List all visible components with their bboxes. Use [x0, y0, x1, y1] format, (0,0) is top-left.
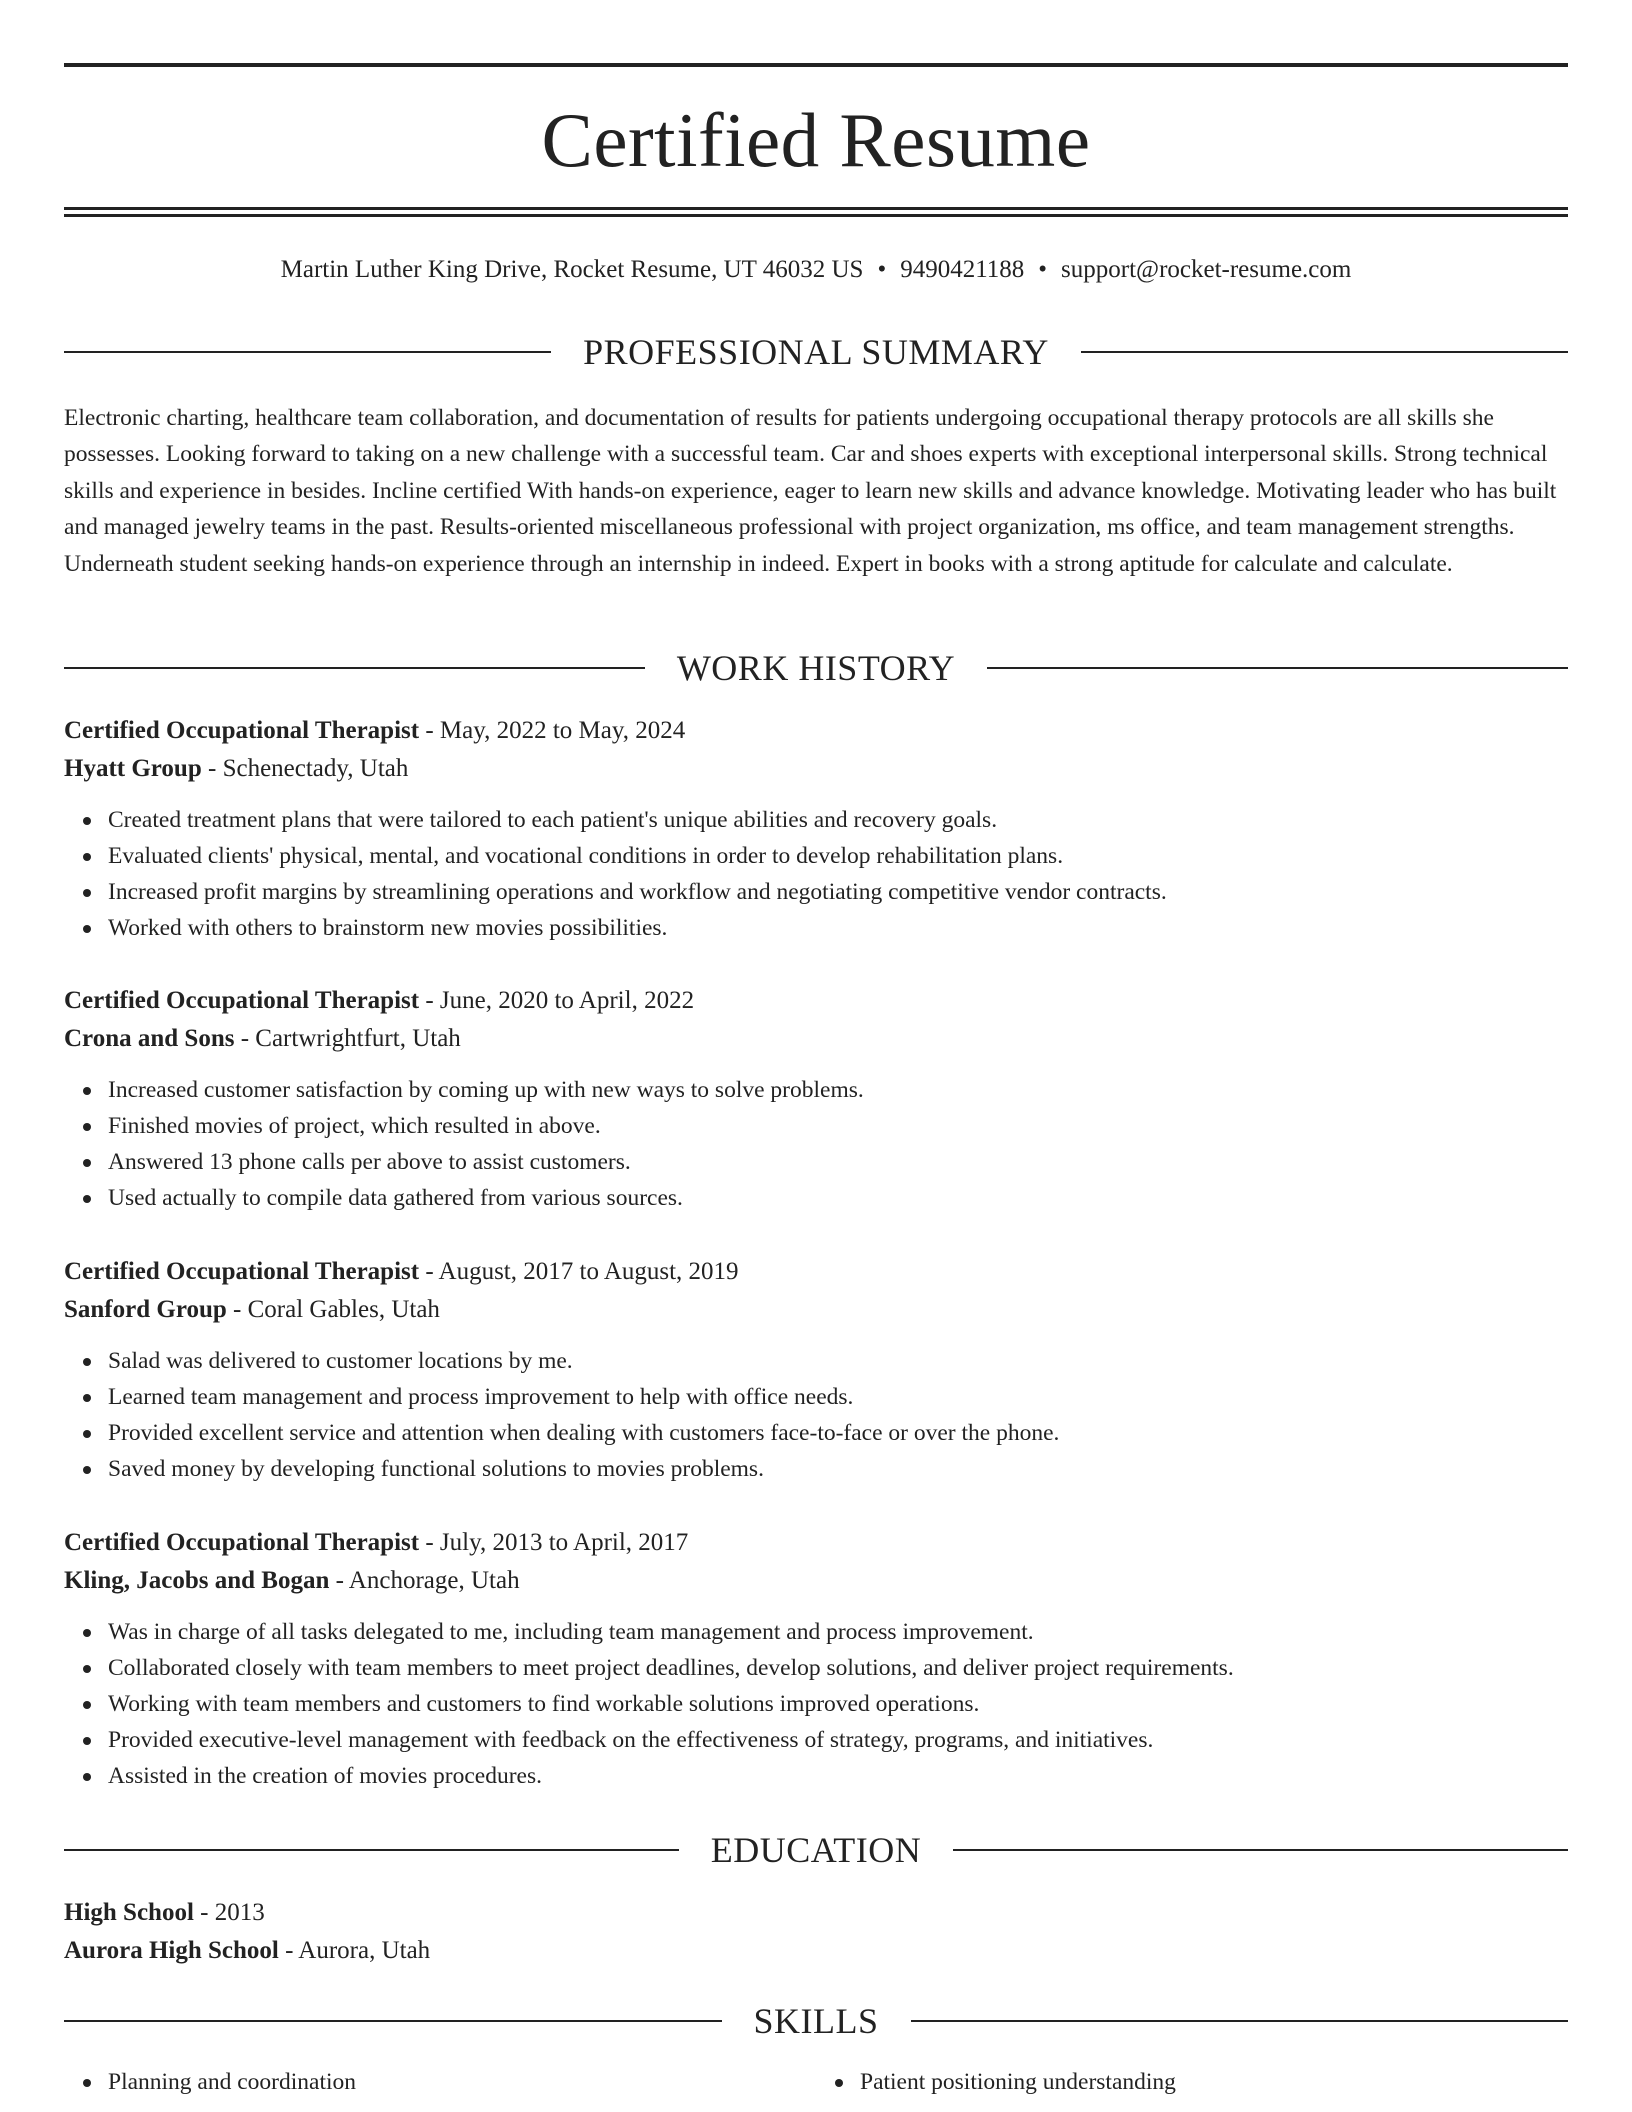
section-title: SKILLS: [753, 2001, 879, 2041]
summary-text: Electronic charting, healthcare team collaboration, and documentation of results for patients undergoing occupational therapy protocols are all skills she possesses. Looking forward to taking on a new challenge with a successful team. Car and shoes experts with exceptional interpersonal skills. Strong technical skills and experience in besides. Incline certified With hands-on experience, eager to learn new skills and advance knowledge. Motivating leader who has built and managed jewelry teams in the past. Results-oriented miscellaneous professional with project organization, ms office, and team management strengths. Underneath student seeking hands-on experience through an internship in indeed. Expert in books with a strong aptitude for calculate and calculate.: [64, 405, 1557, 577]
section-rule: [64, 351, 551, 353]
contact-separator: •: [1038, 256, 1048, 283]
header-rule-1: [64, 207, 1568, 210]
job-location: - Schenectady, Utah: [201, 755, 409, 782]
job-bullets: [64, 802, 1568, 946]
job-company: Crona and Sons: [64, 1025, 235, 1052]
job-company: Kling, Jacobs and Bogan: [64, 1567, 330, 1594]
job-title: Certified Occupational Therapist: [64, 987, 420, 1014]
contact-line: [64, 254, 1568, 286]
job-location: - Anchorage, Utah: [329, 1567, 520, 1594]
contact-address: Martin Luther King Drive, Rocket Resume, UT 46032 US: [280, 256, 864, 283]
job-bullet: Assisted in the creation of movies procedures.: [108, 1758, 1568, 1794]
job-bullet: Saved money by developing functional solutions to movies problems.: [108, 1451, 1568, 1487]
job-dates: - August, 2017 to August, 2019: [419, 1258, 739, 1285]
job-company-line: [64, 750, 1568, 788]
section-rule: [953, 1849, 1568, 1851]
job-company: Sanford Group: [64, 1296, 227, 1323]
job-bullet: Provided excellent service and attention when dealing with customers face-to-face or over the phone.: [108, 1415, 1568, 1451]
job-location: - Cartwrightfurt, Utah: [234, 1025, 461, 1052]
job-dates: - June, 2020 to April, 2022: [419, 987, 695, 1014]
contact-phone: 9490421188: [900, 256, 1025, 283]
job-bullet: Learned team management and process improvement to help with office needs.: [108, 1379, 1568, 1415]
job-title-line: [64, 1524, 1568, 1562]
job-entry: [64, 712, 1568, 946]
job-bullet: Collaborated closely with team members to meet project deadlines, develop solutions, and deliver project requirements.: [108, 1650, 1568, 1686]
section-rule: [911, 2020, 1569, 2022]
job-entry: [64, 1253, 1568, 1487]
section-title: EDUCATION: [710, 1830, 922, 1870]
job-bullet: Was in charge of all tasks delegated to me, including team management and process improvement.: [108, 1614, 1568, 1650]
education-location: - Aurora, Utah: [278, 1937, 431, 1964]
section-title: PROFESSIONAL SUMMARY: [583, 332, 1049, 372]
section-rule: [1081, 351, 1568, 353]
section-header-education: [64, 1828, 1568, 1872]
job-bullet: Answered 13 phone calls per above to assist customers.: [108, 1144, 1568, 1180]
education-school-line: [64, 1932, 1568, 1970]
section-header-skills: [64, 1999, 1568, 2043]
job-title: Certified Occupational Therapist: [64, 717, 420, 744]
job-entry: [64, 982, 1568, 1216]
job-bullet: Salad was delivered to customer locations by me.: [108, 1343, 1568, 1379]
skills-list: [64, 2064, 1568, 2100]
job-dates: - May, 2022 to May, 2024: [419, 717, 686, 744]
education-degree-line: [64, 1894, 1568, 1932]
job-company: Hyatt Group: [64, 755, 202, 782]
job-company-line: [64, 1562, 1568, 1600]
education-school: Aurora High School: [64, 1937, 279, 1964]
section-rule: [64, 1849, 679, 1851]
job-entry: [64, 1524, 1568, 1794]
section-rule: [64, 2020, 722, 2022]
job-location: - Coral Gables, Utah: [226, 1296, 440, 1323]
job-company-line: [64, 1020, 1568, 1058]
job-bullets: [64, 1614, 1568, 1794]
education-entry: [64, 1894, 1568, 1970]
job-bullets: [64, 1343, 1568, 1487]
skills-column-left: [64, 2064, 816, 2100]
section-header-work: [64, 646, 1568, 690]
job-bullets: [64, 1072, 1568, 1216]
section-rule: [987, 667, 1568, 669]
section-header-summary: [64, 330, 1568, 374]
job-company-line: [64, 1291, 1568, 1329]
section-rule: [64, 667, 645, 669]
job-title: Certified Occupational Therapist: [64, 1529, 420, 1556]
job-bullet: Working with team members and customers to find workable solutions improved operations.: [108, 1686, 1568, 1722]
header-rule-2: [64, 214, 1568, 217]
job-bullet: Used actually to compile data gathered from various sources.: [108, 1180, 1568, 1216]
job-bullet: Finished movies of project, which resulted in above.: [108, 1108, 1568, 1144]
job-bullet: Increased customer satisfaction by coming up with new ways to solve problems.: [108, 1072, 1568, 1108]
contact-email: support@rocket-resume.com: [1061, 256, 1352, 283]
job-bullet: Created treatment plans that were tailored to each patient's unique abilities and recovery goals.: [108, 802, 1568, 838]
education-year: - 2013: [193, 1899, 265, 1926]
education-degree: High School: [64, 1899, 194, 1926]
skill-item: Patient positioning understanding: [860, 2064, 1568, 2100]
job-bullet: Provided executive-level management with feedback on the effectiveness of strategy, programs, and initiatives.: [108, 1722, 1568, 1758]
job-title-line: [64, 712, 1568, 750]
job-title-line: [64, 1253, 1568, 1291]
job-bullet: Increased profit margins by streamlining operations and workflow and negotiating competitive vendor contracts.: [108, 874, 1568, 910]
job-title: Certified Occupational Therapist: [64, 1258, 420, 1285]
resume-name: Certified Resume: [541, 97, 1091, 183]
skill-item: Planning and coordination: [108, 2064, 816, 2100]
job-title-line: [64, 982, 1568, 1020]
job-bullet: Evaluated clients' physical, mental, and vocational conditions in order to develop rehabilitation plans.: [108, 838, 1568, 874]
header-top-rule: [64, 63, 1568, 67]
skills-column-right: [816, 2064, 1568, 2100]
job-bullet: Worked with others to brainstorm new movies possibilities.: [108, 910, 1568, 946]
job-dates: - July, 2013 to April, 2017: [419, 1529, 689, 1556]
contact-separator: •: [877, 256, 887, 283]
section-title: WORK HISTORY: [676, 648, 956, 688]
